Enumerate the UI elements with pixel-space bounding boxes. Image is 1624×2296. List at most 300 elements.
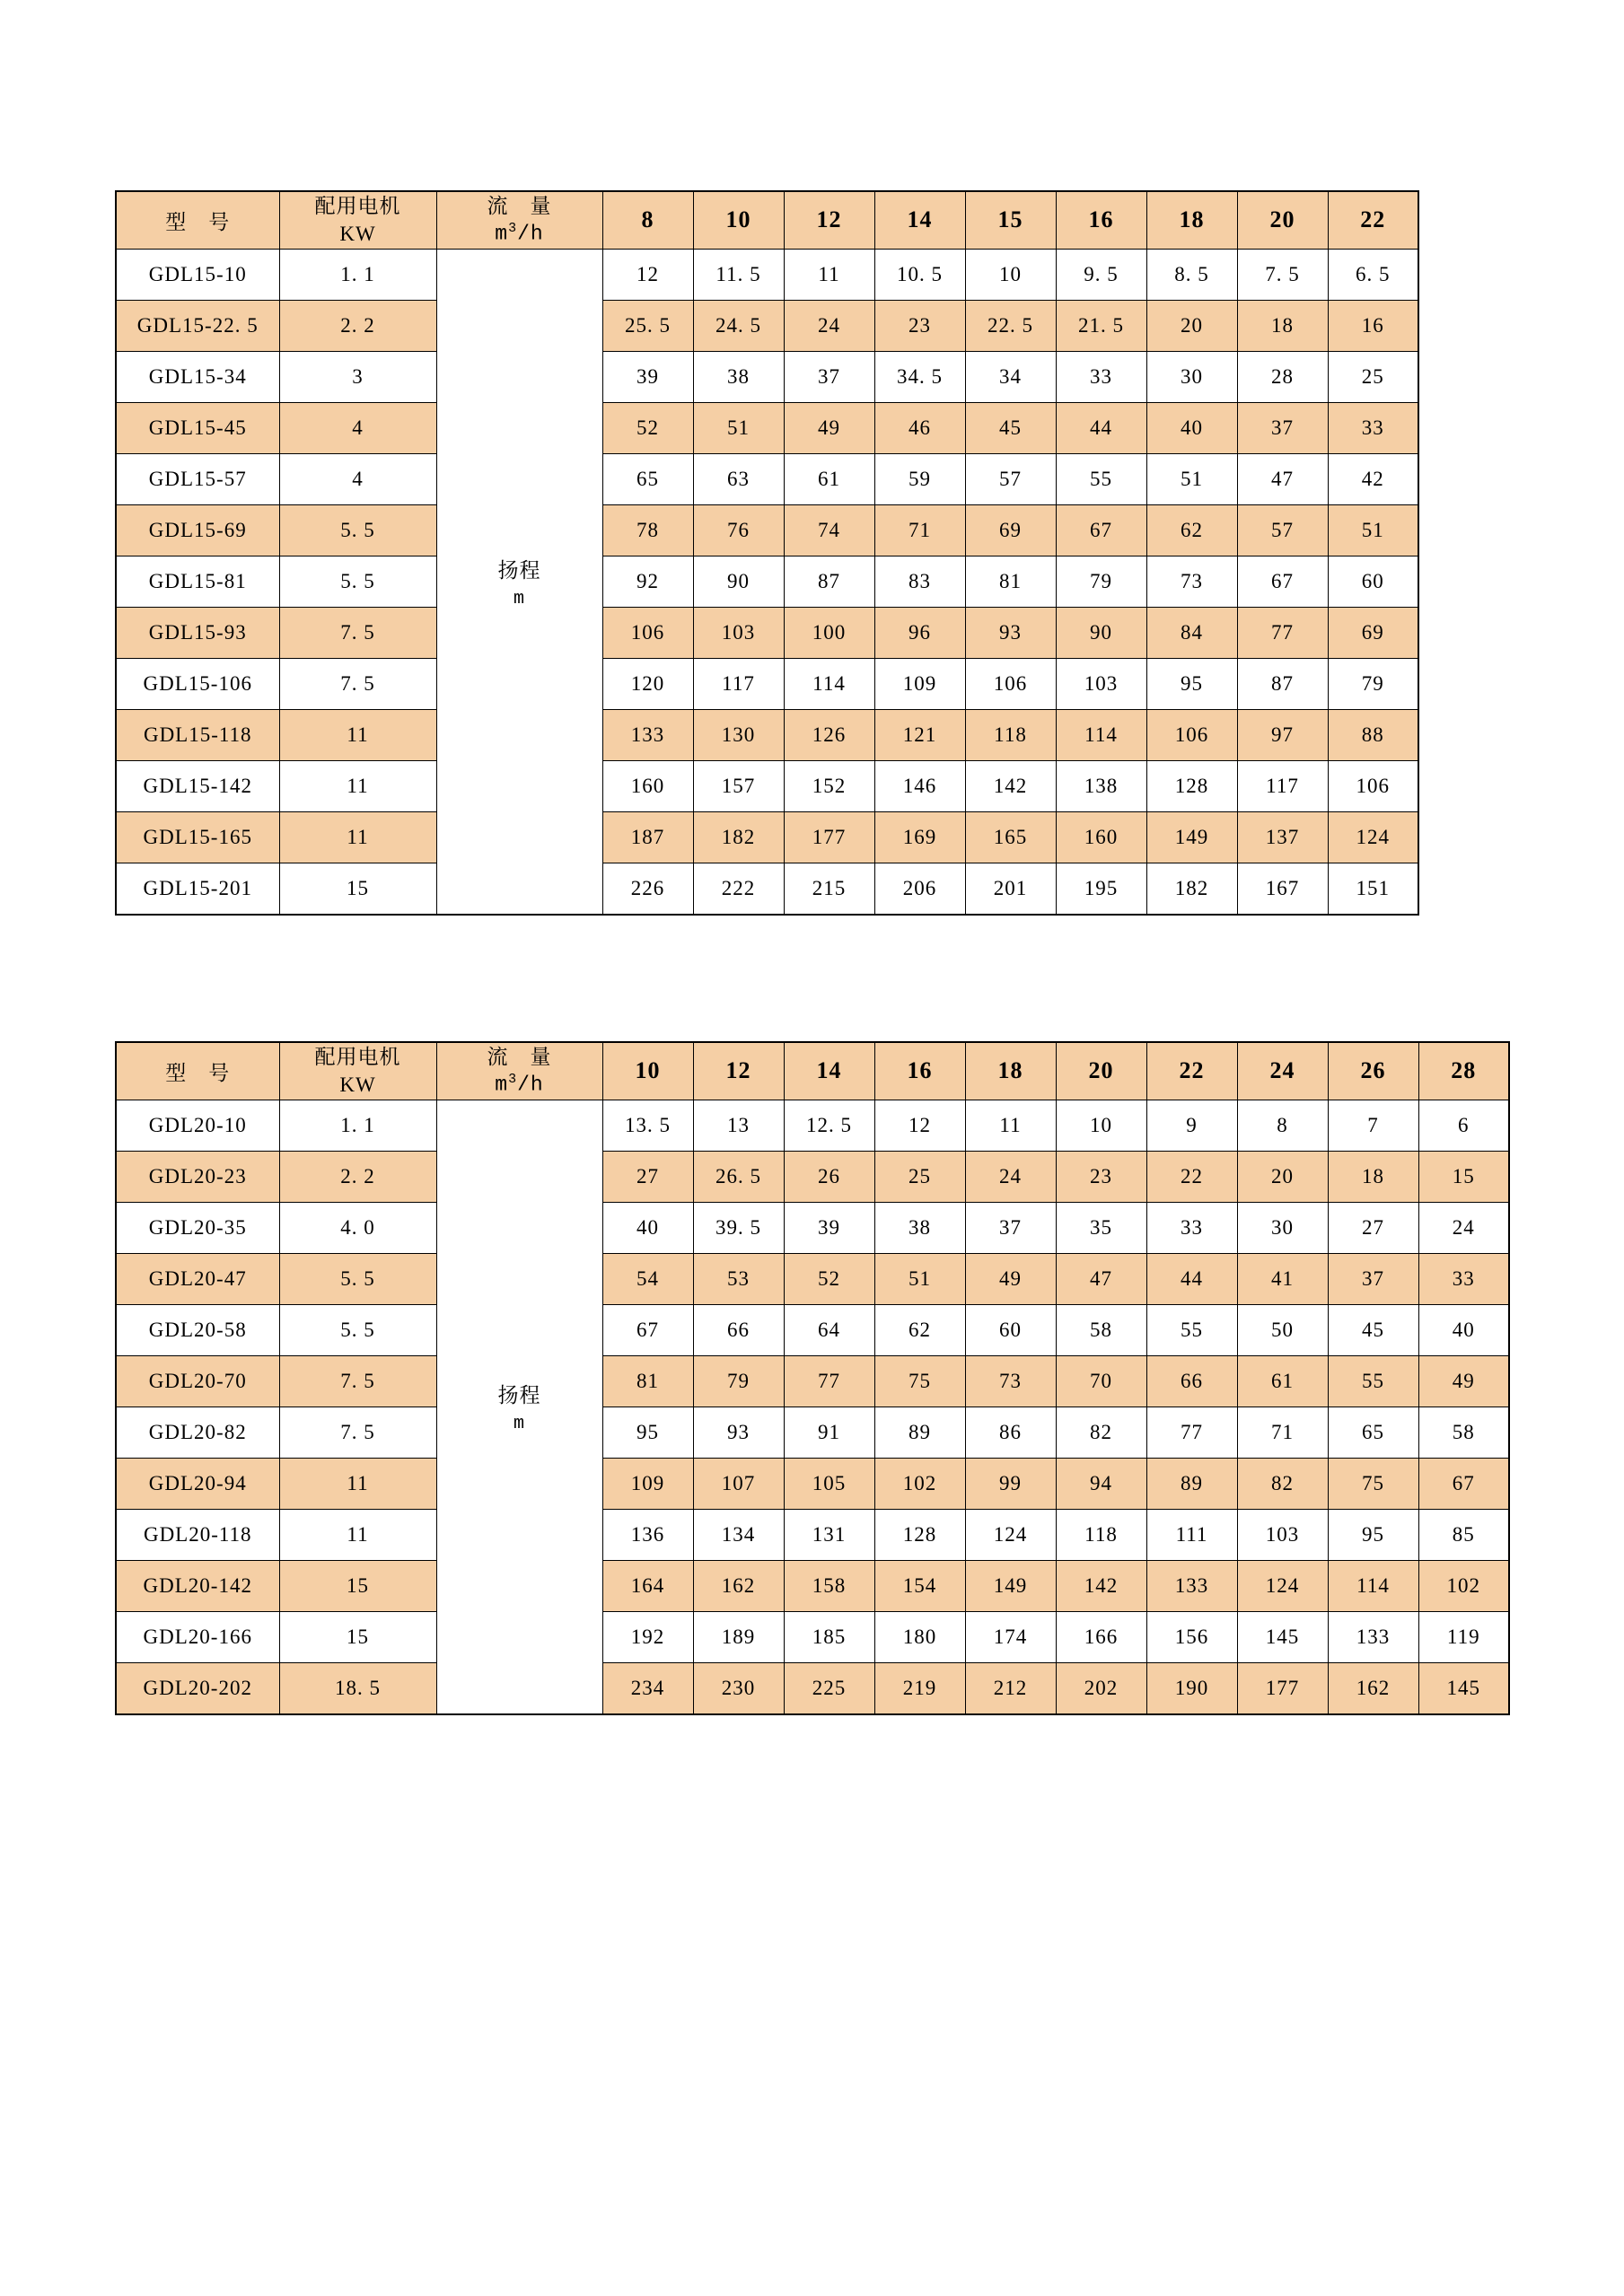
head-label-text: 扬程 [497,1384,541,1407]
table-row [116,1662,1509,1714]
cell-head: 15 [1418,1151,1509,1202]
cell-head: 195 [1056,863,1146,915]
cell-head: 133 [602,709,693,760]
cell-head: 52 [602,402,693,453]
header-flow-value: 10 [602,1042,693,1100]
cell-head: 133 [1146,1560,1237,1611]
cell-head: 160 [602,760,693,811]
table-row [116,249,1418,300]
cell-head: 95 [1146,658,1237,709]
header-flow-label: 流 量 [487,195,552,217]
cell-head: 26 [784,1151,874,1202]
cell-kw: 5. 5 [279,1304,436,1355]
cell-head: 34 [965,351,1056,402]
cell-head: 166 [1056,1611,1146,1662]
cell-head: 128 [874,1509,965,1560]
cell-head: 62 [874,1304,965,1355]
table-body [116,1100,1509,1714]
cell-head: 40 [602,1202,693,1253]
cell-kw: 11 [279,709,436,760]
cell-head: 212 [965,1662,1056,1714]
cell-head: 24 [1418,1202,1509,1253]
cell-head: 160 [1056,811,1146,863]
header-motor-power-unit: KW [339,223,376,246]
cell-head: 230 [693,1662,784,1714]
cell-head: 128 [1146,760,1237,811]
cell-head: 20 [1146,300,1237,351]
cell-head: 130 [693,709,784,760]
header-flow-value: 18 [965,1042,1056,1100]
cell-model: GDL15-118 [116,709,279,760]
cell-head: 234 [602,1662,693,1714]
cell-head: 47 [1237,453,1328,504]
cell-head: 54 [602,1253,693,1304]
cell-head: 49 [1418,1355,1509,1407]
cell-head: 11 [965,1100,1056,1151]
cell-kw: 5. 5 [279,1253,436,1304]
cell-head: 60 [965,1304,1056,1355]
cell-head: 39. 5 [693,1202,784,1253]
cell-head: 95 [602,1407,693,1458]
table-row [116,607,1418,658]
cell-head: 106 [965,658,1056,709]
cell-head: 51 [1328,504,1418,556]
cell-head: 70 [1056,1355,1146,1407]
header-flow-value: 12 [784,191,874,249]
cell-head: 66 [1146,1355,1237,1407]
header-motor-power-label: 配用电机 [314,1046,401,1069]
cell-head: 6. 5 [1328,249,1418,300]
cell-head: 13. 5 [602,1100,693,1151]
spec-table [115,190,1419,916]
cell-head: 37 [965,1202,1056,1253]
cell-head: 63 [693,453,784,504]
cell-model: GDL20-10 [116,1100,279,1151]
header-flow [436,191,602,249]
cell-head: 79 [1328,658,1418,709]
cell-head: 146 [874,760,965,811]
cell-head: 82 [1056,1407,1146,1458]
cell-head: 28 [1237,351,1328,402]
cell-head: 41 [1237,1253,1328,1304]
cell-head: 109 [874,658,965,709]
cell-model: GDL20-202 [116,1662,279,1714]
cell-model: GDL15-10 [116,249,279,300]
cell-head: 102 [874,1458,965,1509]
table-row [116,1253,1509,1304]
table-row [116,1304,1509,1355]
cell-head: 77 [1146,1407,1237,1458]
table-header [116,191,1418,249]
cell-model: GDL15-69 [116,504,279,556]
pump-spec-table-gdl20 [115,1041,1510,1715]
cell-head: 59 [874,453,965,504]
cell-head: 174 [965,1611,1056,1662]
cell-head: 156 [1146,1611,1237,1662]
cell-head: 24 [784,300,874,351]
pump-spec-table-gdl15 [115,190,1419,916]
cell-head: 6 [1418,1100,1509,1151]
cell-head: 33 [1328,402,1418,453]
cell-head: 192 [602,1611,693,1662]
cell-kw: 7. 5 [279,1407,436,1458]
header-flow-value: 28 [1418,1042,1509,1100]
cell-head: 26. 5 [693,1151,784,1202]
table-row [116,1611,1509,1662]
cell-head: 71 [874,504,965,556]
cell-kw: 7. 5 [279,658,436,709]
cell-head: 12 [874,1100,965,1151]
cell-head: 39 [602,351,693,402]
cell-head: 91 [784,1407,874,1458]
cell-head: 81 [602,1355,693,1407]
header-motor-power-unit: KW [339,1074,376,1097]
table-row [116,1509,1509,1560]
table-row [116,709,1418,760]
cell-head: 124 [1328,811,1418,863]
cell-head: 67 [1056,504,1146,556]
table-row [116,402,1418,453]
cell-kw: 1. 1 [279,1100,436,1151]
cell-head: 89 [874,1407,965,1458]
cell-head: 39 [784,1202,874,1253]
cell-head: 185 [784,1611,874,1662]
cell-head: 114 [784,658,874,709]
cell-head: 38 [874,1202,965,1253]
cell-head: 67 [602,1304,693,1355]
cell-head: 11. 5 [693,249,784,300]
cell-kw: 2. 2 [279,1151,436,1202]
cell-head: 37 [1328,1253,1418,1304]
table-row [116,556,1418,607]
cell-head: 88 [1328,709,1418,760]
cell-head: 55 [1146,1304,1237,1355]
header-row [116,1042,1509,1100]
cell-kw: 15 [279,863,436,915]
cell-head: 11 [784,249,874,300]
cell-head: 109 [602,1458,693,1509]
cell-model: GDL20-166 [116,1611,279,1662]
cell-head: 22. 5 [965,300,1056,351]
cell-head: 78 [602,504,693,556]
cell-head: 65 [602,453,693,504]
table-row [116,863,1418,915]
header-model: 型 号 [116,191,279,249]
cell-kw: 7. 5 [279,1355,436,1407]
cell-head: 23 [874,300,965,351]
cell-head: 206 [874,863,965,915]
header-flow-value: 14 [784,1042,874,1100]
cell-head: 114 [1056,709,1146,760]
cell-head: 67 [1418,1458,1509,1509]
table-row [116,1458,1509,1509]
table-row [116,351,1418,402]
cell-head: 10. 5 [874,249,965,300]
cell-head: 8. 5 [1146,249,1237,300]
cell-kw: 5. 5 [279,504,436,556]
table-row [116,811,1418,863]
cell-head: 25 [874,1151,965,1202]
cell-head: 7 [1328,1100,1418,1151]
header-flow-unit: $m^3/h$ [495,222,544,246]
cell-head: 107 [693,1458,784,1509]
cell-model: GDL15-22. 5 [116,300,279,351]
cell-kw: 4 [279,402,436,453]
cell-head: 71 [1237,1407,1328,1458]
cell-model: GDL15-106 [116,658,279,709]
cell-head: 9 [1146,1100,1237,1151]
cell-head: 89 [1146,1458,1237,1509]
cell-head: 49 [784,402,874,453]
cell-head: 187 [602,811,693,863]
cell-head: 118 [965,709,1056,760]
cell-head: 37 [784,351,874,402]
cell-head: 118 [1056,1509,1146,1560]
cell-head: 24 [965,1151,1056,1202]
cell-model: GDL20-142 [116,1560,279,1611]
header-flow-value: 26 [1328,1042,1418,1100]
cell-kw: 11 [279,760,436,811]
header-flow-value: 10 [693,191,784,249]
cell-head: 7. 5 [1237,249,1328,300]
cell-head: 42 [1328,453,1418,504]
cell-head: 18 [1328,1151,1418,1202]
cell-head: 38 [693,351,784,402]
cell-head: 133 [1328,1611,1418,1662]
cell-kw: 3 [279,351,436,402]
cell-head: 33 [1056,351,1146,402]
cell-head: 62 [1146,504,1237,556]
cell-head: 86 [965,1407,1056,1458]
table-row [116,1100,1509,1151]
header-motor-power-label: 配用电机 [314,195,401,218]
cell-head: 142 [1056,1560,1146,1611]
cell-head: 138 [1056,760,1146,811]
cell-head: 45 [965,402,1056,453]
cell-model: GDL20-70 [116,1355,279,1407]
cell-head: 145 [1418,1662,1509,1714]
header-flow-value: 22 [1328,191,1418,249]
head-label-text: 扬程 [497,558,541,582]
cell-head: 53 [693,1253,784,1304]
table-row [116,300,1418,351]
cell-head: 37 [1237,402,1328,453]
cell-head: 106 [602,607,693,658]
cell-head: 27 [1328,1202,1418,1253]
cell-head: 164 [602,1560,693,1611]
cell-head: 30 [1237,1202,1328,1253]
cell-head: 58 [1418,1407,1509,1458]
cell-head: 67 [1237,556,1328,607]
cell-head: 51 [874,1253,965,1304]
cell-head-label [436,249,602,915]
cell-head: 44 [1146,1253,1237,1304]
cell-head: 154 [874,1560,965,1611]
cell-head: 190 [1146,1662,1237,1714]
cell-head: 103 [1237,1509,1328,1560]
cell-head: 103 [693,607,784,658]
cell-head: 114 [1328,1560,1418,1611]
cell-head: 177 [1237,1662,1328,1714]
cell-head: 79 [693,1355,784,1407]
cell-model: GDL20-58 [116,1304,279,1355]
cell-head: 149 [1146,811,1237,863]
spec-table [115,1041,1510,1715]
cell-model: GDL15-34 [116,351,279,402]
cell-head: 57 [1237,504,1328,556]
cell-head: 10 [965,249,1056,300]
cell-kw: 15 [279,1560,436,1611]
cell-head: 145 [1237,1611,1328,1662]
cell-head: 92 [602,556,693,607]
cell-head: 152 [784,760,874,811]
cell-model: GDL15-57 [116,453,279,504]
cell-head: 18 [1237,300,1328,351]
cell-head: 106 [1328,760,1418,811]
cell-kw: 4 [279,453,436,504]
header-motor-power [279,1042,436,1100]
cell-head: 73 [965,1355,1056,1407]
cell-kw: 15 [279,1611,436,1662]
cell-head: 60 [1328,556,1418,607]
cell-head: 44 [1056,402,1146,453]
cell-head: 99 [965,1458,1056,1509]
cell-head: 46 [874,402,965,453]
cell-model: GDL15-165 [116,811,279,863]
cell-head: 95 [1328,1509,1418,1560]
cell-head: 100 [784,607,874,658]
header-row [116,191,1418,249]
cell-head: 75 [1328,1458,1418,1509]
cell-head: 77 [784,1355,874,1407]
cell-head: 96 [874,607,965,658]
head-label-unit: m [513,588,525,609]
header-flow-value: 16 [874,1042,965,1100]
cell-head: 61 [784,453,874,504]
header-motor-power [279,191,436,249]
header-flow-value: 15 [965,191,1056,249]
cell-head: 12. 5 [784,1100,874,1151]
cell-model: GDL20-47 [116,1253,279,1304]
header-flow-value: 8 [602,191,693,249]
cell-kw: 4. 0 [279,1202,436,1253]
cell-head: 10 [1056,1100,1146,1151]
cell-head: 149 [965,1560,1056,1611]
cell-head: 79 [1056,556,1146,607]
cell-head: 131 [784,1509,874,1560]
cell-head: 27 [602,1151,693,1202]
cell-head: 124 [965,1509,1056,1560]
cell-head: 225 [784,1662,874,1714]
cell-head: 87 [1237,658,1328,709]
cell-head: 117 [693,658,784,709]
cell-head: 58 [1056,1304,1146,1355]
cell-head: 40 [1418,1304,1509,1355]
cell-head: 33 [1146,1202,1237,1253]
cell-head: 55 [1056,453,1146,504]
cell-head-label [436,1100,602,1714]
table-row [116,453,1418,504]
cell-head: 119 [1418,1611,1509,1662]
cell-head: 180 [874,1611,965,1662]
cell-head: 169 [874,811,965,863]
cell-head: 24. 5 [693,300,784,351]
cell-head: 74 [784,504,874,556]
cell-head: 55 [1328,1355,1418,1407]
cell-head: 201 [965,863,1056,915]
cell-head: 93 [693,1407,784,1458]
cell-head: 97 [1237,709,1328,760]
cell-kw: 18. 5 [279,1662,436,1714]
cell-kw: 11 [279,1509,436,1560]
cell-head: 222 [693,863,784,915]
cell-head: 25 [1328,351,1418,402]
cell-head: 82 [1237,1458,1328,1509]
table-row [116,760,1418,811]
header-model: 型 号 [116,1042,279,1100]
cell-head: 121 [874,709,965,760]
cell-head: 35 [1056,1202,1146,1253]
cell-head: 34. 5 [874,351,965,402]
cell-head: 81 [965,556,1056,607]
header-flow-value: 12 [693,1042,784,1100]
cell-head: 162 [1328,1662,1418,1714]
cell-head: 94 [1056,1458,1146,1509]
cell-model: GDL15-93 [116,607,279,658]
cell-head: 215 [784,863,874,915]
cell-head: 85 [1418,1509,1509,1560]
cell-head: 126 [784,709,874,760]
cell-head: 57 [965,453,1056,504]
cell-head: 40 [1146,402,1237,453]
cell-head: 77 [1237,607,1328,658]
cell-head: 219 [874,1662,965,1714]
cell-head: 137 [1237,811,1328,863]
cell-head: 102 [1418,1560,1509,1611]
cell-kw: 11 [279,811,436,863]
cell-head: 83 [874,556,965,607]
table-row [116,658,1418,709]
cell-head: 51 [693,402,784,453]
cell-head: 75 [874,1355,965,1407]
cell-head: 13 [693,1100,784,1151]
cell-kw: 1. 1 [279,249,436,300]
cell-head: 124 [1237,1560,1328,1611]
cell-head: 12 [602,249,693,300]
cell-head: 9. 5 [1056,249,1146,300]
cell-head: 33 [1418,1253,1509,1304]
table-row [116,504,1418,556]
cell-head: 136 [602,1509,693,1560]
header-flow-value: 24 [1237,1042,1328,1100]
cell-head: 177 [784,811,874,863]
cell-head: 23 [1056,1151,1146,1202]
cell-head: 47 [1056,1253,1146,1304]
header-flow-value: 20 [1056,1042,1146,1100]
table-row [116,1407,1509,1458]
header-flow-value: 14 [874,191,965,249]
cell-model: GDL20-118 [116,1509,279,1560]
cell-head: 103 [1056,658,1146,709]
cell-kw: 2. 2 [279,300,436,351]
cell-head: 25. 5 [602,300,693,351]
cell-head: 65 [1328,1407,1418,1458]
cell-model: GDL20-35 [116,1202,279,1253]
header-flow-value: 18 [1146,191,1237,249]
cell-head: 182 [1146,863,1237,915]
cell-head: 73 [1146,556,1237,607]
cell-model: GDL15-142 [116,760,279,811]
